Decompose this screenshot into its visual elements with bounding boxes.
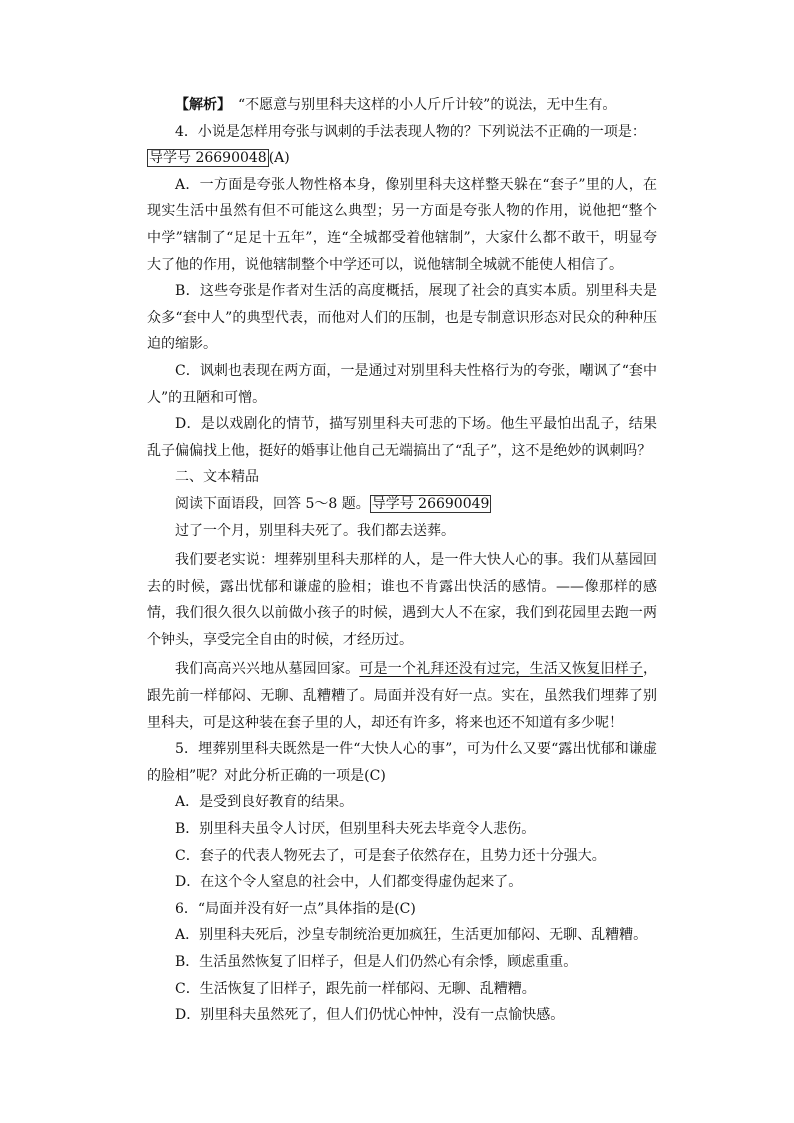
q6-option-a: A．别里科夫死后，沙皇专制统治更加疯狂，生活更加郁闷、无聊、乱糟糟。 [175,927,648,944]
q5-option-a: A．是受到良好教育的结果。 [175,794,354,811]
q6-option-b: B．生活虽然恢复了旧样子，但是人们仍然心有余悸，顾虑重重。 [175,954,578,970]
q4-option-a: A．一方面是夸张人物性格本身，像别里科夫这样整天躲在“套子”里的人，在现实生活中虽然有但不可能这么典型；另一方面是夸张人物的作用，说他把“整个中学”辖制了“足足十五年”，连“全城都受着他辖制”，大家什么都不敢干，明显夸大了他的作用，说他辖制整个中学还可以，说他辖制全城就不能使人相信了。 [147,176,657,273]
q4-guide-number: 导学号 26690048 [149,150,267,167]
section-heading: 二、文本精品 [175,469,259,486]
q6-option-d: D．别里科夫虽然死了，但人们仍忧心忡忡，没有一点愉快感。 [175,1007,565,1024]
passage-paragraph-1: 过了一个月，别里科夫死了。我们都去送葬。 [175,522,455,539]
q6-stem: 6．“局面并没有好一点”具体指的是(C) [175,900,416,917]
passage-underline-2: 生活又恢复旧样子 [529,661,644,678]
passage-p3-start: 我们高高兴兴地从墓园回家。 [175,661,360,678]
q5-option-d: D．在这个令人窒息的社会中，人们都变得虚伪起来了。 [175,874,523,891]
passage-paragraph-3 [147,656,657,736]
section-guide-number: 导学号 26690049 [371,495,490,512]
reading-intro: 阅读下面语段，回答 5～8 题。 [175,495,370,512]
reading-intro-line [147,491,657,518]
page-content [147,92,657,1029]
q5-option-c: C．套子的代表人物死去了，可是套子依然存在，且势力还十分强大。 [175,847,606,864]
q4-option-d: D．是以戏剧化的情节，描写别里科夫可悲的下场。他生平最怕出乱子，结果乱子偏偏找上他，挺好的婚事让他自己无端搞出了“乱子”，这不是绝妙的讽刺吗？ [147,416,657,459]
q6-option-c: C．生活恢复了旧样子，跟先前一样郁闷、无聊、乱糟糟。 [175,980,536,997]
q4-stem: 4．小说是怎样用夸张与讽刺的手法表现人物的？下列说法不正确的一项是： [175,123,646,140]
q5-option-b: B．别里科夫虽令人讨厌，但别里科夫死去毕竟令人悲伤。 [175,821,536,838]
analysis-text: “不愿意与别里科夫这样的小人斤斤计较”的说法，无中生有。 [238,97,617,113]
q3-analysis [147,92,657,119]
passage-paragraph-2: 我们要老实说：埋葬别里科夫那样的人，是一件大快人心的事。我们从墓园回去的时候，露出忧郁和谦虚的脸相；谁也不肯露出快活的感情。——像那样的感情，我们很久很久以前做小孩子的时候，遇到大人不在家，我们到花园里去跑一两个钟头，享受完全自由的时候，才经历过。 [147,552,657,648]
passage-p3-end: ，跟先前一样郁闷、无聊、乱糟糟了。局面并没有好一点。实在，虽然我们埋葬了别里科夫，可是这种装在套子里的人，却还有许多，将来也还不知道有多少呢！ [147,661,658,731]
passage-underline-1: 可是一个礼拜还没有过完， [359,661,530,678]
analysis-label: 【解析】 [175,97,224,113]
q4-ref-line [147,145,657,172]
q4-option-c: C．讽刺也表现在两方面，一是通过对别里科夫性格行为的夸张，嘲讽了“套中人”的丑陋和可憎。 [147,362,657,406]
q5-stem: 5．埋葬别里科夫既然是一件“大快人心的事”，可为什么又要“露出忧郁和谦虚的脸相”呢？对此分析正确的一项是(C) [147,741,657,784]
q4-option-b: B．这些夸张是作者对生活的高度概括，展现了社会的真实本质。别里科夫是众多“套中人”的典型代表，而他对人们的压制，也是专制意识形态对民众的种种压迫的缩影。 [147,283,657,353]
q4-answer: (A) [268,150,290,167]
